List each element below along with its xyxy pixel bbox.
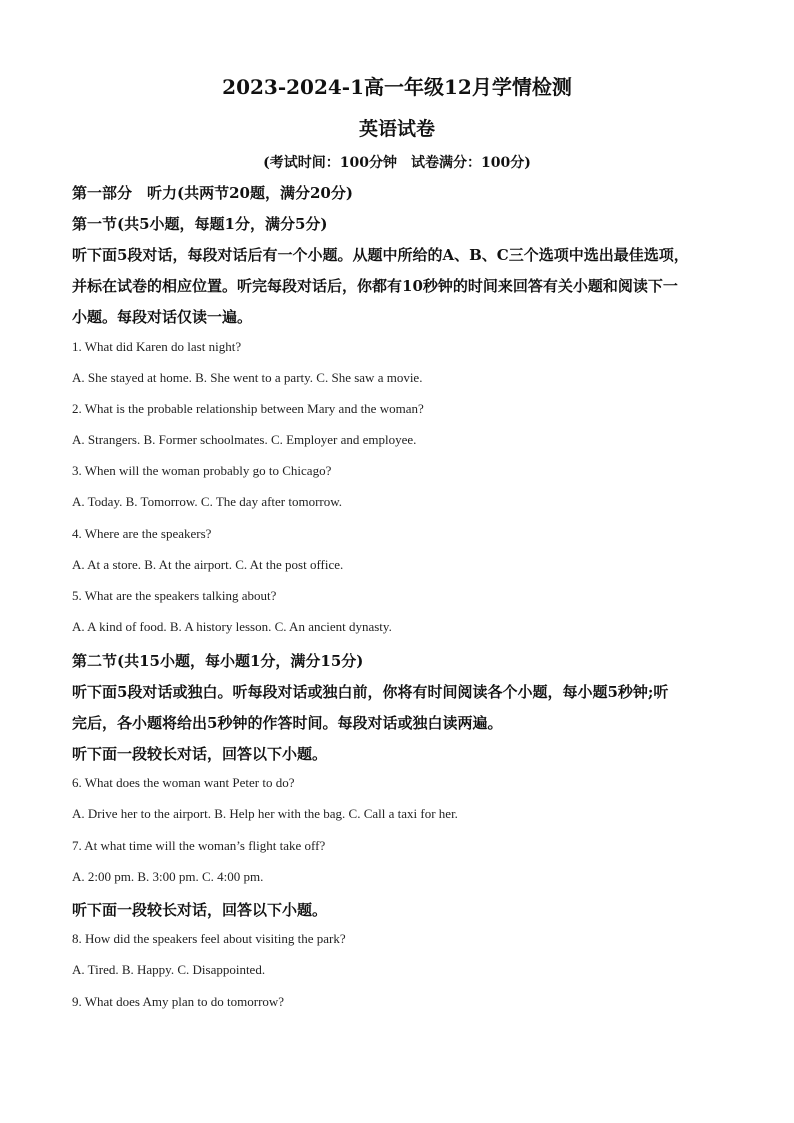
answer-options: A. 2:00 pm. B. 3:00 pm. C. 4:00 pm. <box>72 869 264 884</box>
question-text: 9. What does Amy plan to do tomorrow? <box>72 994 285 1009</box>
answer-options: A. A kind of food. B. A history lesson. C. An ancient dynasty. <box>72 619 392 634</box>
question-text: 8. How did the speakers feel about visiting the park? <box>72 931 346 946</box>
section1-heading: 第一节(共5小题，每题1分，满分5分) <box>72 215 328 233</box>
answer-options: A. Drive her to the airport. B. Help her with the bag. C. Call a taxi for her. <box>72 806 458 821</box>
question-text: 1. What did Karen do last night? <box>72 339 242 354</box>
dialogue-group-heading: 听下面一段较长对话，回答以下小题。 <box>72 745 328 763</box>
question-text: 4. Where are the speakers? <box>72 526 212 541</box>
section2-instruction-line: 完后，各小题将给出5秒钟的作答时间。每段对话或独白读两遍。 <box>72 714 503 732</box>
answer-options: A. At a store. B. At the airport. C. At the post office. <box>72 557 344 572</box>
answer-options: A. Today. B. Tomorrow. C. The day after tomorrow. <box>72 494 343 509</box>
section1-instruction-line: 小题。每段对话仅读一遍。 <box>72 308 253 326</box>
dialogue-group-heading: 听下面一段较长对话，回答以下小题。 <box>72 901 328 919</box>
exam-info: (考试时间：100分钟 试卷满分：100分) <box>263 155 531 171</box>
answer-options: A. Strangers. B. Former schoolmates. C. Employer and employee. <box>72 432 417 447</box>
section2-heading: 第二节(共15小题，每小题1分，满分15分) <box>72 652 364 670</box>
answer-options: A. She stayed at home. B. She went to a party. C. She saw a movie. <box>72 370 423 385</box>
section2-instruction-line: 听下面5段对话或独白。听每段对话或独白前，你将有时间阅读各个小题，每小题5秒钟;听 <box>72 683 669 701</box>
question-text: 5. What are the speakers talking about? <box>72 588 277 603</box>
question-text: 7. At what time will the woman’s flight take off? <box>72 838 326 853</box>
exam-title: 2023-2024-1高一年级12月学情检测 <box>222 75 572 99</box>
subject-title: 英语试卷 <box>358 118 435 140</box>
question-text: 3. When will the woman probably go to Chicago? <box>72 463 332 478</box>
section1-instruction-line: 并标在试卷的相应位置。听完每段对话后，你都有10秒钟的时间来回答有关小题和阅读下一 <box>72 277 678 295</box>
answer-options: A. Tired. B. Happy. C. Disappointed. <box>72 962 266 977</box>
part1-heading: 第一部分 听力(共两节20题，满分20分) <box>72 184 353 202</box>
section1-instruction-line: 听下面5段对话，每段对话后有一个小题。从题中所给的A、B、C三个选项中选出最佳选项， <box>72 246 689 264</box>
question-text: 2. What is the probable relationship between Mary and the woman? <box>72 401 424 416</box>
question-text: 6. What does the woman want Peter to do? <box>72 775 295 790</box>
